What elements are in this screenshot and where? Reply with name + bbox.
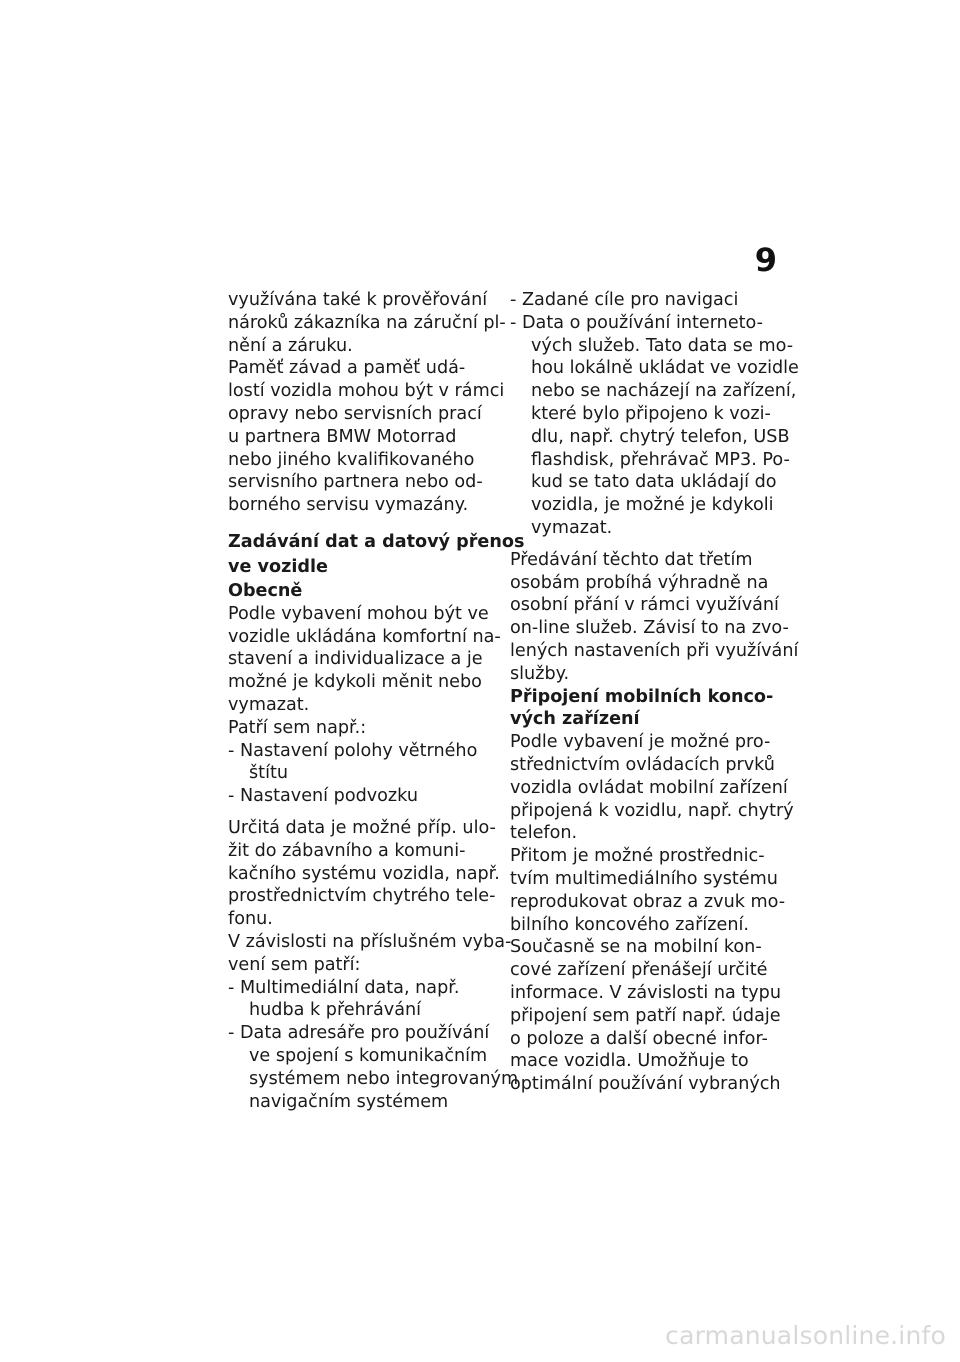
text-line: Předávání těchto dat třetím: [510, 549, 753, 570]
text-line: vení sem patří:: [228, 954, 361, 975]
text-line: fonu.: [228, 909, 273, 930]
watermark: carmanualsonline.info: [665, 1321, 946, 1350]
list-item-continuation: vozidla, je možné je kdykoli: [531, 495, 774, 516]
text-line: tvím multimediálního systému: [510, 868, 778, 889]
list-item: - Multimediální data, např.: [228, 977, 460, 998]
text-line: žit do zábavního a komuni-: [228, 840, 466, 861]
list-item-continuation: vymazat.: [531, 517, 613, 538]
page-number: 9: [754, 241, 777, 279]
text-line: reprodukovat obraz a zvuk mo-: [510, 891, 786, 912]
list-item-continuation: nebo se nacházejí na zařízení,: [531, 381, 797, 402]
text-line: servisního partnera nebo od-: [228, 472, 483, 493]
text-line: o poloze a další obecné infor-: [510, 1028, 768, 1049]
text-line: borného servisu vymazány.: [228, 495, 469, 516]
text-line: nění a záruku.: [228, 335, 353, 356]
text-line: připojená k vozidlu, např. chytrý: [510, 800, 794, 821]
text-line: Podle vybavení je možné pro-: [510, 732, 771, 753]
mobile-devices-paragraph: [510, 731, 794, 1096]
text-line: telefon.: [510, 823, 578, 844]
transfer-paragraph: [510, 549, 799, 686]
text-line: služby.: [510, 663, 570, 684]
text-line: osobní přání v rámci využívání: [510, 595, 779, 616]
text-line: Současně se na mobilní kon-: [510, 937, 762, 958]
text-line: mace vozidla. Umožňuje to: [510, 1051, 749, 1072]
list-item-continuation: systémem nebo integrovaným: [249, 1068, 519, 1089]
section-heading: ve vozidle: [228, 556, 328, 577]
text-line: nároků zákazníka na záruční pl-: [228, 312, 506, 333]
text-line: vymazat.: [228, 694, 310, 715]
text-line: možné je kdykoli měnit nebo: [228, 672, 482, 693]
text-line: osobám probíhá výhradně na: [510, 572, 769, 593]
intro-paragraph: [228, 289, 506, 517]
list-item-continuation: vých služeb. Tato data se mo-: [531, 335, 794, 356]
stored-data-list: [510, 289, 799, 540]
list-item: - Data o používání interneto-: [510, 312, 763, 333]
section-heading: Připojení mobilních konco-: [510, 686, 774, 707]
text-line: lostí vozidla mohou být v rámci: [228, 381, 505, 402]
text-line: využívána také k prověřování: [228, 290, 488, 310]
text-line: u partnera BMW Motorrad: [228, 426, 457, 447]
list-item: - Nastavení polohy větrného: [228, 740, 478, 761]
text-line: Určitá data je možné příp. ulo-: [228, 817, 496, 838]
section-heading: Zadávání dat a datový přenos: [228, 531, 525, 552]
text-line: nebo jiného kvalifikovaného: [228, 449, 475, 470]
text-line: cové zařízení přenášejí určité: [510, 960, 768, 981]
text-line: kačního systému vozidla, např.: [228, 863, 500, 884]
text-line: střednictvím ovládacích prvků: [510, 754, 775, 775]
list-item-continuation: štítu: [249, 763, 289, 784]
text-line: prostřednictvím chytrého tele-: [228, 886, 496, 907]
data-list: [228, 977, 519, 1114]
text-line: informace. V závislosti na typu: [510, 982, 781, 1003]
text-line: optimální používání vybraných: [510, 1074, 781, 1095]
text-line: V závislosti na příslušném vyba-: [228, 931, 512, 952]
text-line: připojení sem patří např. údaje: [510, 1005, 781, 1026]
subheading: Obecně: [228, 580, 303, 601]
list-item: - Data adresáře pro používání: [228, 1023, 490, 1044]
general-paragraph: [228, 603, 501, 740]
settings-list: [228, 740, 490, 808]
list-item-continuation: flashdisk, přehrávač MP3. Po-: [531, 449, 790, 470]
list-item-continuation: kud se tato data ukládají do: [531, 472, 777, 493]
list-item-continuation: ve spojení s komunikačním: [249, 1045, 488, 1066]
text-line: vozidle ukládána komfortní na-: [228, 626, 501, 647]
text-line: on-line služeb. Závisí to na zvo-: [510, 618, 789, 639]
left-column: [228, 289, 525, 1113]
list-item-continuation: dlu, např. chytrý telefon, USB: [531, 426, 790, 447]
text-line: opravy nebo servisních prací: [228, 403, 482, 424]
list-item-continuation: navigačním systémem: [249, 1091, 449, 1112]
text-line: Paměť závad a paměť udá-: [228, 358, 466, 379]
text-line: stavení a individualizace a je: [228, 649, 483, 670]
text-line: Podle vybavení mohou být ve: [228, 603, 489, 624]
list-item-continuation: hudba k přehrávání: [249, 1000, 422, 1021]
storage-paragraph: [228, 817, 512, 977]
list-item-continuation: které bylo připojeno k vozi-: [531, 403, 771, 424]
text-line: vozidla ovládat mobilní zařízení: [510, 777, 788, 798]
text-line: bilního koncového zařízení.: [510, 914, 749, 935]
list-item: - Zadané cíle pro navigaci: [510, 290, 739, 310]
list-item-continuation: hou lokálně ukládat ve vozidle: [531, 358, 799, 379]
right-column: [510, 289, 799, 1096]
text-line: Patří sem např.:: [228, 717, 367, 738]
section-heading: vých zařízení: [510, 709, 640, 730]
text-line: Přitom je možné prostřednic-: [510, 846, 765, 867]
list-item: - Nastavení podvozku: [228, 786, 418, 807]
text-line: lených nastaveních při využívání: [510, 640, 799, 661]
